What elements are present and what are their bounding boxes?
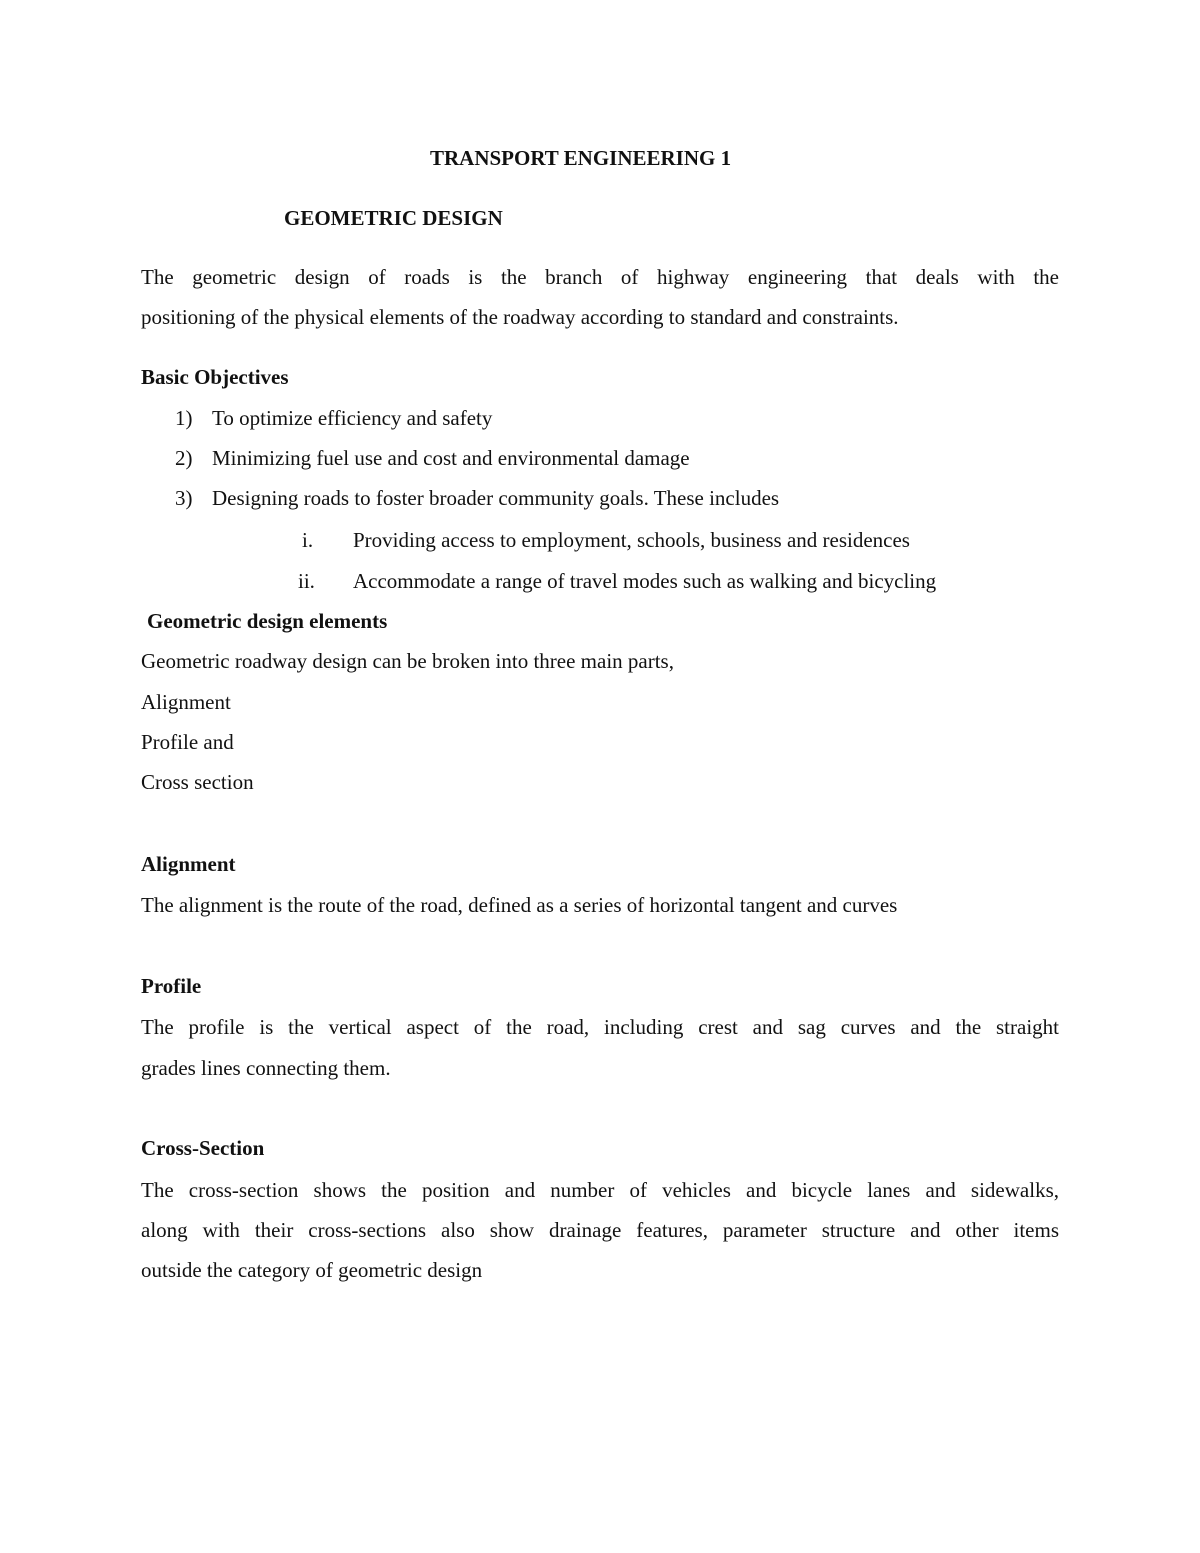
cross-section-heading: Cross-Section (141, 1136, 265, 1160)
intro-paragraph-line-1: The geometric design of roads is the branch of highway engineering that deals with the (141, 265, 1059, 289)
profile-text-line-2: grades lines connecting them. (141, 1056, 391, 1080)
list-item: Designing roads to foster broader community goals. These includes (212, 486, 780, 510)
cross-section-text-line-3: outside the category of geometric design (141, 1258, 483, 1282)
elements-part-cross-section: Cross section (141, 770, 254, 794)
elements-part-alignment: Alignment (141, 690, 231, 714)
intro-paragraph-line-2: positioning of the physical elements of the roadway according to standard and constraints. (141, 305, 899, 329)
sublist-item-number: ii. (298, 569, 315, 593)
list-item-number: 1) (175, 406, 193, 430)
sublist-item-number: i. (302, 528, 314, 552)
list-item: To optimize efficiency and safety (212, 406, 493, 430)
cross-section-text-line-2: along with their cross-sections also show drainage features, parameter structure and other items (141, 1218, 1059, 1242)
alignment-heading: Alignment (141, 852, 236, 876)
sublist-item: Accommodate a range of travel modes such as walking and bicycling (353, 569, 937, 593)
profile-text-line-1: The profile is the vertical aspect of the road, including crest and sag curves and the straight (141, 1015, 1059, 1039)
elements-part-profile: Profile and (141, 730, 234, 754)
page-title: TRANSPORT ENGINEERING 1 (430, 146, 732, 170)
profile-heading: Profile (141, 974, 202, 998)
alignment-text: The alignment is the route of the road, defined as a series of horizontal tangent and curves (141, 893, 898, 917)
elements-intro: Geometric roadway design can be broken into three main parts, (141, 649, 674, 673)
list-item-number: 3) (175, 486, 193, 510)
list-item: Minimizing fuel use and cost and environmental damage (212, 446, 690, 470)
elements-heading: Geometric design elements (147, 609, 388, 633)
list-item-number: 2) (175, 446, 193, 470)
page-subtitle: GEOMETRIC DESIGN (284, 206, 503, 230)
objectives-heading: Basic Objectives (141, 365, 289, 389)
cross-section-text-line-1: The cross-section shows the position and number of vehicles and bicycle lanes and sidewalks, (141, 1178, 1059, 1202)
sublist-item: Providing access to employment, schools, business and residences (353, 528, 910, 552)
